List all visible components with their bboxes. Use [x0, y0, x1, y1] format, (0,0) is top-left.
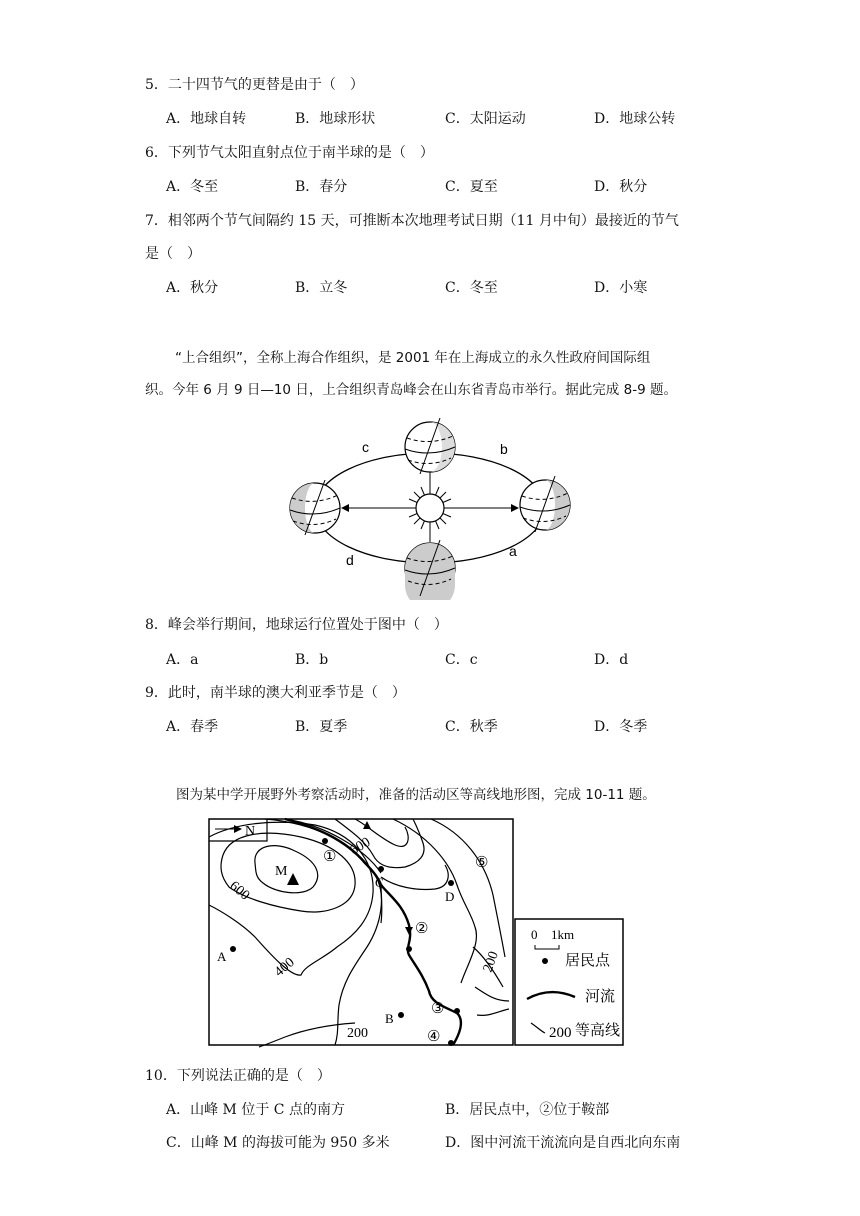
q10-option-d: D．图中河流干流流向是自西北向东南	[445, 1135, 681, 1151]
legend-contour: 等高线	[575, 1023, 621, 1039]
q9-option-d: D．冬季	[594, 719, 648, 735]
q7-option-b: B．立冬	[295, 280, 348, 296]
q6-stem: 6．下列节气太阳直射点位于南半球的是（ ）	[145, 145, 434, 161]
q7-option-c: C．冬至	[445, 280, 498, 296]
q7-option-d: D．小寒	[594, 280, 648, 296]
north-label: N	[245, 824, 256, 839]
q8-option-d: D．d	[594, 652, 629, 668]
q8-option-c: C．c	[445, 652, 478, 668]
q6-option-c: C．夏至	[445, 179, 498, 195]
q9-option-b: B．夏季	[295, 719, 348, 735]
peak-m-label: M	[275, 864, 288, 879]
q5-stem: 5．二十四节气的更替是由于（ ）	[145, 77, 364, 93]
settlement-4-label: ④	[427, 1029, 441, 1045]
passage2-line1: 图为某中学开展野外考察活动时，准备的活动区等高线地形图，完成 10-11 题。	[176, 787, 656, 803]
q7-stem-line2: 是（ ）	[145, 246, 201, 262]
legend-scale-unit: 1km	[551, 927, 575, 942]
legend	[515, 919, 623, 1045]
q8-stem: 8．峰会举行期间，地球运行位置处于图中（ ）	[145, 617, 448, 633]
contour-label-400: 400	[271, 955, 298, 981]
q6-option-b: B．春分	[295, 179, 348, 195]
earth-top-icon	[405, 418, 455, 474]
q5-option-d: D．地球公转	[594, 111, 676, 127]
q5-option-c: C．太阳运动	[445, 111, 526, 127]
point-c-label: C	[375, 875, 384, 890]
q9-stem: 9．此时，南半球的澳大利亚季节是（ ）	[145, 685, 406, 701]
contour-label-600-left: 600	[226, 878, 253, 904]
orbit-label-a: a	[509, 543, 517, 559]
orbit-label-b: b	[500, 441, 508, 457]
point-a-label: A	[217, 949, 227, 964]
q10-option-a: A．山峰 M 位于 C 点的南方	[166, 1102, 345, 1118]
point-b-label: B	[385, 1011, 394, 1026]
passage1-line2: 织。今年 6 月 9 日—10 日，上合组织青岛峰会在山东省青岛市举行。据此完成 8-9 题。	[145, 382, 677, 398]
settlement-1-label: ①	[323, 849, 337, 865]
legend-river: 河流	[585, 989, 616, 1005]
legend-contour-value: 200	[549, 1025, 572, 1041]
orbit-label-c: c	[362, 439, 369, 455]
contour-label-200-bottom: 200	[347, 1026, 368, 1041]
q7-stem-line1: 7．相邻两个节气间隔约 15 天，可推断本次地理考试日期（11 月中旬）最接近的节气	[145, 213, 679, 229]
q5-option-b: B．地球形状	[295, 111, 376, 127]
passage1-line1: “上合组织”，全称上海合作组织，是 2001 年在上海成立的永久性政府间国际组	[175, 350, 651, 366]
legend-scale-zero: 0	[531, 927, 538, 942]
earth-left-icon	[290, 480, 340, 535]
legend-settlement: 居民点	[565, 953, 611, 969]
q9-option-a: A．春季	[166, 719, 219, 735]
contour-map	[205, 815, 627, 1049]
earth-bottom-icon	[405, 540, 455, 600]
settlement-2-label: ②	[415, 921, 429, 937]
q10-stem: 10．下列说法正确的是（ ）	[145, 1068, 331, 1084]
contour-label-200-right: 200	[480, 949, 502, 975]
q6-option-a: A．冬至	[166, 179, 219, 195]
contour-label-600-top: 600	[347, 834, 374, 859]
point-d-label: D	[445, 889, 455, 904]
q10-option-b: B．居民点中，②位于鞍部	[445, 1102, 610, 1118]
settlement-5-label: ⑤	[475, 855, 489, 871]
q8-option-a: A．a	[166, 652, 199, 668]
q10-option-c: C．山峰 M 的海拔可能为 950 多米	[166, 1135, 390, 1151]
q8-option-b: B．b	[295, 652, 329, 668]
earth-orbit-diagram	[280, 410, 580, 600]
q7-option-a: A．秋分	[166, 280, 219, 296]
q9-option-c: C．秋季	[445, 719, 498, 735]
earth-right-icon	[520, 476, 570, 532]
orbit-label-d: d	[346, 552, 354, 568]
q5-option-a: A．地球自转	[166, 111, 247, 127]
q6-option-d: D．秋分	[594, 179, 648, 195]
settlement-3-label: ③	[431, 1001, 445, 1017]
